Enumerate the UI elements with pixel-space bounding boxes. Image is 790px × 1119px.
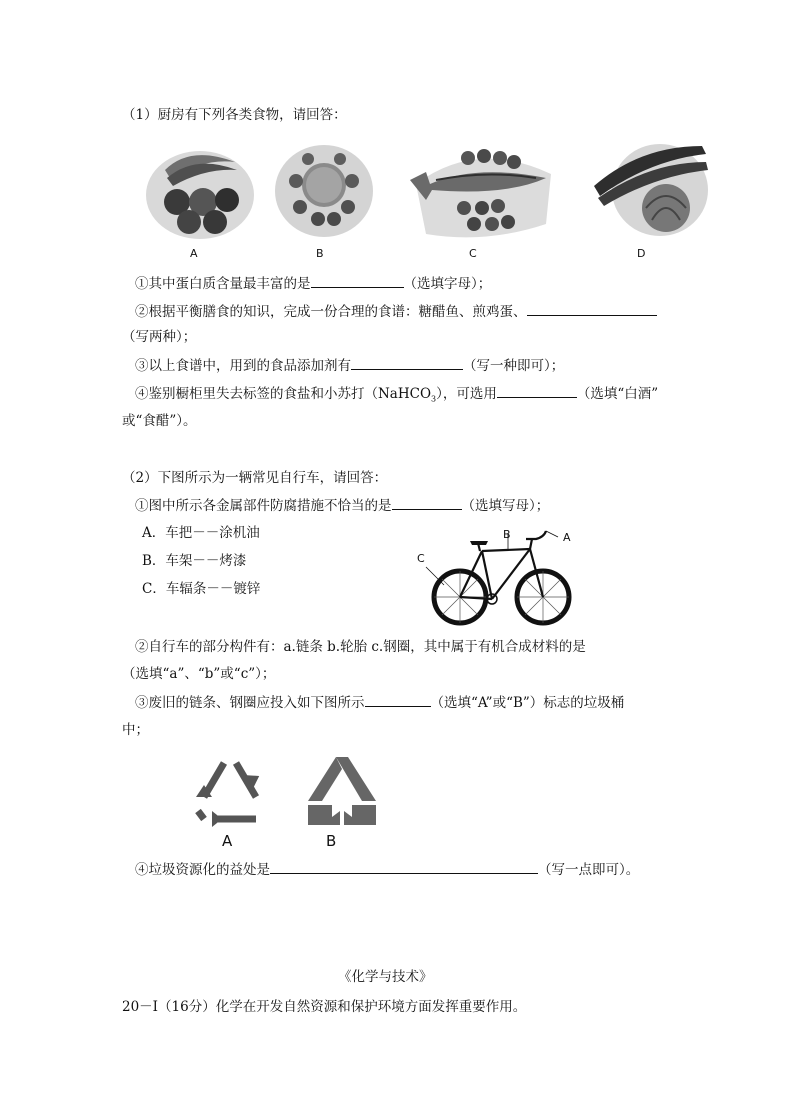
q1-line3 <box>135 356 564 375</box>
recycle-sign-b-icon <box>306 755 378 829</box>
q2-line1 <box>135 496 549 515</box>
food-photo-b <box>274 143 374 239</box>
bike-label-a: A <box>563 531 571 544</box>
food-photo-c <box>406 144 556 242</box>
option-a: A．车把－－涂机油 <box>142 525 260 541</box>
section-title: 《化学与技术》 <box>338 969 433 985</box>
answer-blank-7[interactable] <box>270 860 538 874</box>
food-photo-d <box>590 140 710 240</box>
answer-blank-4[interactable] <box>497 384 577 398</box>
q2-line2: ②自行车的部分构件有：a.链条 b.轮胎 c.钢圈，其中属于有机合成材料的是 <box>135 639 586 655</box>
food-caption-b: B <box>316 247 324 260</box>
q1-line2 <box>135 302 657 321</box>
q2-line1-suffix: （选填写母）； <box>461 498 550 514</box>
q1-line1-suffix: （选填字母）； <box>403 276 492 292</box>
q2-line2-cont: （选填“a”、“b”或“c”）； <box>122 666 276 682</box>
q1-line2-text: ②根据平衡膳食的知识，完成一份合理的食谱：糖醋鱼、煎鸡蛋、 <box>135 304 527 320</box>
sign-label-b: B <box>326 832 337 850</box>
q1-line1 <box>135 274 491 293</box>
food-photo-a <box>145 140 255 240</box>
q1-line3-suffix: （写一种即可）； <box>463 358 565 374</box>
q2-line3-text: ③废旧的链条、钢圈应投入如下图所示 <box>135 695 365 711</box>
sign-label-a: A <box>222 832 233 850</box>
answer-blank-3[interactable] <box>351 356 463 370</box>
q1-line4-cont: 或“食醋”）。 <box>122 413 197 429</box>
bike-label-c: C <box>417 552 425 565</box>
option-c: C．车辐条－－镀锌 <box>142 581 261 597</box>
q2-line3-cont: 中； <box>122 722 149 738</box>
food-caption-c: C <box>469 247 477 260</box>
q2-line1-text: ①图中所示各金属部件防腐措施不恰当的是 <box>135 498 392 514</box>
q1-line1-text: ①其中蛋白质含量最丰富的是 <box>135 276 311 292</box>
bike-label-b: B <box>503 528 511 541</box>
q1-line3-text: ③以上食谱中，用到的食品添加剂有 <box>135 358 351 374</box>
q1-line2-cont: （写两种）； <box>122 329 197 345</box>
answer-blank-2[interactable] <box>527 302 657 316</box>
bicycle-image <box>412 525 580 630</box>
q2-line4-suffix: （写一点即可）。 <box>538 862 640 878</box>
subscript-3: 3 <box>431 394 437 404</box>
q2-line4-text: ④垃圾资源化的益处是 <box>135 862 270 878</box>
answer-blank-6[interactable] <box>365 693 431 707</box>
q2-line3 <box>135 693 624 712</box>
q1-line4-suffix: （选填“白酒” <box>576 386 659 402</box>
q2-line4 <box>135 860 639 879</box>
recycle-sign-a-icon <box>192 755 268 827</box>
q1-intro: （1）厨房有下列各类食物，请回答： <box>122 107 347 123</box>
option-b: B．车架－－烤漆 <box>142 553 247 569</box>
q1-line4-text: ④鉴别橱柜里失去标签的食盐和小苏打（NaHCO <box>135 386 432 402</box>
food-caption-d: D <box>637 247 646 260</box>
question-20-intro: 20－Ⅰ（16分）化学在开发自然资源和保护环境方面发挥重要作用。 <box>122 999 527 1015</box>
answer-blank-5[interactable] <box>392 496 462 510</box>
q1-line4-mid: ），可选用 <box>436 386 497 402</box>
q1-line4 <box>135 384 658 409</box>
food-caption-a: A <box>190 247 198 260</box>
q2-intro: （2）下图所示为一辆常见自行车，请回答： <box>122 470 388 486</box>
q2-line3-suffix: （选填“A”或“B”）标志的垃圾桶 <box>430 695 625 711</box>
answer-blank-1[interactable] <box>311 274 404 288</box>
